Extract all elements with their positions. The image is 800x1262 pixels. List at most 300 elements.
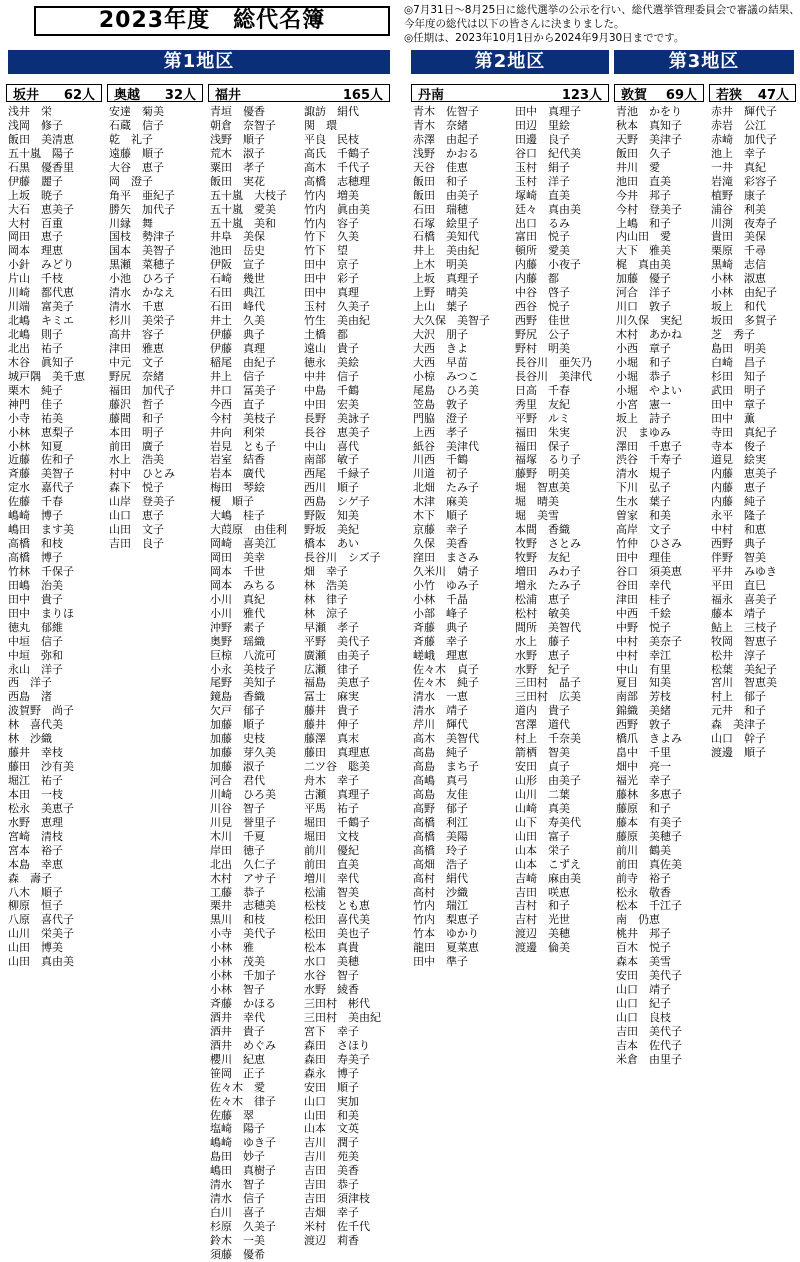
member-name: 久保 美香 — [413, 537, 468, 551]
member-list — [208, 105, 390, 1262]
member-name: 田中 章子 — [711, 397, 766, 411]
member-name: 福田 保子 — [515, 439, 570, 453]
member-name: 今村 登美子 — [616, 202, 682, 216]
member-name: 稲尾 由紀子 — [210, 355, 276, 369]
member-name: 赤井 輝代子 — [711, 105, 777, 118]
member-name: 塚崎 直美 — [515, 188, 570, 202]
member-name: 飯田 美清恵 — [8, 132, 74, 146]
member-name: 渡邊 倫美 — [515, 941, 570, 955]
member-name: 岡崎 喜美江 — [210, 537, 276, 551]
member-name: 西 洋子 — [8, 676, 52, 690]
member-name: 杉田 知子 — [711, 369, 766, 383]
member-name: 吉村 光世 — [515, 913, 570, 927]
member-name: 松永 美恵子 — [8, 801, 74, 815]
member-name: 井上 美由紀 — [413, 244, 479, 258]
member-name: 久米川 婧子 — [413, 564, 479, 578]
member-name: 尾島 ひろ美 — [413, 383, 479, 397]
group-wakasa — [709, 84, 796, 760]
member-name: 林 浩美 — [304, 578, 348, 592]
member-name: 森田 寿美子 — [304, 1052, 370, 1066]
member-name: 高橋 美陽 — [413, 829, 468, 843]
notice-line: ◎任期は、2023年10月1日から2024年9月30日までです。 — [404, 32, 685, 44]
member-name: 山田 富子 — [515, 829, 570, 843]
member-name: 嶋崎 ゆき子 — [210, 1136, 276, 1150]
member-name: 小堀 和子 — [616, 355, 671, 369]
member-name: 松葉 美紀子 — [711, 662, 777, 676]
member-name: 嵯峨 理恵 — [413, 648, 468, 662]
member-name: 道内 貴子 — [515, 704, 570, 718]
member-name: 青池 かをり — [616, 105, 682, 118]
member-name: 村上 千奈美 — [515, 732, 581, 746]
member-name: 山口 靖子 — [616, 983, 671, 997]
member-name: 城戸隅 美千恵 — [8, 369, 85, 383]
member-name: 高橋 志穂理 — [304, 174, 370, 188]
member-name: 出口 るみ — [515, 216, 570, 230]
member-name: 水野 恵子 — [515, 648, 570, 662]
member-name: 鏡島 香織 — [210, 690, 265, 704]
member-name: 岡本 千世 — [210, 564, 265, 578]
member-name: 巨椋 八流可 — [210, 648, 276, 662]
group-header — [208, 84, 390, 102]
member-name: 清水 一恵 — [413, 690, 468, 704]
group-tannan — [411, 84, 609, 969]
member-name: 安田 貞子 — [515, 760, 570, 774]
member-name: 大沢 朋子 — [413, 328, 468, 341]
member-name: 平馬 祐子 — [304, 801, 359, 815]
member-name: 加藤 淑子 — [210, 760, 265, 774]
member-name: 水上 浩美 — [109, 453, 164, 467]
group-name: 坂井 — [13, 87, 40, 103]
group-name: 福井 — [215, 87, 242, 103]
member-name: 伊藤 典子 — [210, 328, 265, 341]
member-name: 平良 民枝 — [304, 132, 359, 146]
member-name: 竹下 久美 — [304, 230, 359, 244]
member-name: 米村 佐千代 — [304, 1220, 370, 1233]
member-name: 高島 純子 — [413, 746, 468, 760]
member-name: 徳丸 郁維 — [8, 620, 63, 634]
member-name: 中元 文子 — [109, 355, 164, 369]
member-name: 野阪 知美 — [304, 509, 359, 523]
member-name: 竹本 ゆかり — [413, 927, 479, 941]
member-name: 藤沢 哲子 — [109, 397, 164, 411]
member-name: 池上 幸子 — [711, 146, 766, 160]
member-name: 山口 恵子 — [109, 509, 164, 523]
member-name: 小西 章子 — [616, 341, 671, 355]
member-name: 川西 千鶴 — [413, 453, 468, 467]
member-name: 舟木 幸子 — [304, 774, 359, 787]
member-name: 山口 良枝 — [616, 1010, 671, 1024]
member-name: 橋爪 きよみ — [616, 732, 682, 746]
member-name: 吉川 苑美 — [304, 1150, 359, 1164]
member-name: 貴田 美保 — [711, 230, 766, 244]
member-name: 赤崎 加代子 — [711, 132, 777, 146]
group-count: 165人 — [342, 87, 383, 103]
member-name: 増田 みわ子 — [515, 564, 581, 578]
member-name: 宮下 幸子 — [304, 1024, 359, 1038]
member-name: 井口 冨美子 — [210, 383, 276, 397]
member-name: 近藤 佐和子 — [8, 453, 74, 467]
member-name: 安田 美代子 — [616, 969, 682, 983]
member-name: 岸田 徳子 — [210, 843, 265, 857]
member-name: 小林 淑恵 — [711, 272, 766, 286]
member-name: 吉本 佐代子 — [616, 1038, 682, 1052]
member-name: 中垣 弥和 — [8, 648, 63, 662]
member-name: 佐藤 翠 — [210, 1108, 254, 1122]
member-name: 松本 千江子 — [616, 899, 682, 913]
member-name: 竹内 瑞江 — [413, 899, 468, 913]
member-name: 岡田 恵子 — [8, 230, 63, 244]
district-header-1: 第1地区 — [8, 50, 390, 74]
member-name: 西島 シゲ子 — [304, 495, 370, 509]
member-name: 上嶋 和子 — [616, 216, 671, 230]
member-name: 酒井 めぐみ — [210, 1038, 276, 1052]
member-name: 今西 直子 — [210, 397, 265, 411]
member-name: 清水 靖子 — [413, 704, 468, 718]
member-name: 上山 葉子 — [413, 300, 468, 314]
member-name: 松永 敬香 — [616, 885, 671, 899]
member-name: 福田 朱実 — [515, 425, 570, 439]
member-name: 安田 順子 — [304, 1080, 359, 1094]
member-name: 小川 雅代 — [210, 606, 265, 620]
member-name: 中井 信子 — [304, 369, 359, 383]
member-name: 酒井 幸代 — [210, 1010, 265, 1024]
member-name: 玉村 洋子 — [515, 174, 570, 188]
member-name: 西野 典子 — [711, 537, 766, 551]
member-name: 中谷 啓子 — [515, 286, 570, 300]
member-name: 神門 佳子 — [8, 397, 63, 411]
member-name: 内山田 愛 — [616, 230, 671, 244]
member-name: 堀江 祐子 — [8, 774, 63, 787]
member-name: 八原 喜代子 — [8, 913, 74, 927]
member-name: 中西 千絵 — [616, 606, 671, 620]
member-name: 米倉 由里子 — [616, 1052, 682, 1066]
member-name: 平井 みゆき — [711, 564, 777, 578]
member-name: 松井 淳子 — [711, 648, 766, 662]
member-name: 宮崎 清枝 — [8, 829, 63, 843]
member-name: 森 美津子 — [711, 718, 766, 732]
member-name: 石田 典江 — [210, 286, 265, 300]
member-name: 島田 明美 — [711, 341, 766, 355]
member-name: 前川 優紀 — [304, 843, 359, 857]
member-name: 夏目 知美 — [616, 676, 671, 690]
member-name: 山田 真由美 — [8, 955, 74, 969]
member-name: 飯田 由美子 — [413, 188, 479, 202]
group-fukui — [208, 84, 390, 1262]
member-name: 水谷 智子 — [304, 969, 359, 983]
member-name: 村上 郁子 — [711, 690, 766, 704]
member-name: 木下 順子 — [413, 509, 468, 523]
member-name: 朝倉 奈智子 — [210, 118, 276, 132]
member-name: 竹下 望 — [304, 244, 348, 258]
member-name: 清水 かなえ — [109, 286, 175, 300]
member-name: 斉藤 かほる — [210, 997, 276, 1010]
member-name: 岡田 美幸 — [210, 551, 265, 564]
member-name: 田中 準子 — [413, 955, 468, 969]
member-name: 藤田 真理恵 — [304, 746, 370, 760]
member-name: 栗井 志穂美 — [210, 899, 276, 913]
member-name: 玉村 久美子 — [304, 300, 370, 314]
member-name: 佐々木 貞子 — [413, 662, 479, 676]
member-name: 宮澤 道代 — [515, 718, 570, 732]
member-name: 村中 ひとみ — [109, 467, 175, 481]
member-name: 玉村 絹子 — [515, 160, 570, 174]
member-name: 小池 ひろ子 — [109, 272, 175, 286]
page-title: 2023年度 総代名簿 — [34, 6, 390, 36]
member-name: 大葭原 由佳利 — [210, 523, 287, 537]
member-name: 前川 鶴美 — [616, 843, 671, 857]
member-name: 竹林 千保子 — [8, 564, 74, 578]
member-name: 津田 雅恵 — [109, 341, 164, 355]
member-name: 須藤 優希 — [210, 1247, 265, 1261]
member-name: 清水 千恵 — [109, 300, 164, 314]
member-name: 赤澤 由起子 — [413, 132, 479, 146]
member-list — [709, 105, 796, 760]
member-name: 田邊 良子 — [515, 132, 570, 146]
member-name: 諏訪 絹代 — [304, 105, 359, 118]
member-name: 北出 久仁子 — [210, 857, 276, 871]
member-name: 高村 沙織 — [413, 885, 468, 899]
member-name: 山川 二葉 — [515, 787, 570, 801]
member-name: 野村 明美 — [515, 341, 570, 355]
member-name: 長谷 恵美子 — [304, 425, 370, 439]
member-name: 道見 絵実 — [711, 453, 766, 467]
member-name: 吉村 和子 — [515, 899, 570, 913]
member-name: 前田 廣子 — [109, 439, 164, 453]
member-name: 浅岡 修子 — [8, 118, 63, 132]
member-name: 大嶋 桂子 — [210, 509, 265, 523]
member-name: 北嶋 則子 — [8, 328, 63, 341]
member-name: 杉原 久美子 — [210, 1220, 276, 1233]
member-name: 生水 葉子 — [616, 495, 671, 509]
member-name: 小宮 憲一 — [616, 397, 671, 411]
member-name: 田中 貴子 — [8, 592, 63, 606]
group-name: 若狭 — [716, 87, 743, 103]
member-name: 内藤 純子 — [711, 495, 766, 509]
member-name: 小椋 みつこ — [413, 369, 479, 383]
member-name: 高村 絹代 — [413, 871, 468, 885]
member-name: 永平 隆子 — [711, 509, 766, 523]
member-name: 松浦 恵子 — [515, 592, 570, 606]
member-name: 松浦 智美 — [304, 885, 359, 899]
member-name: 藤本 靖子 — [711, 606, 766, 620]
member-name: 水野 恵理 — [8, 815, 63, 829]
member-name: 安達 菊美 — [109, 105, 164, 118]
member-name: 冨士 麻実 — [304, 690, 359, 704]
member-name: 一井 真紀 — [711, 160, 766, 174]
member-name: 大石 恵美子 — [8, 202, 74, 216]
member-name: 石崎 幾世 — [210, 272, 265, 286]
member-name: 高橋 玲子 — [413, 843, 468, 857]
member-name: 浅井 栄 — [8, 105, 52, 118]
member-name: 門脇 澄子 — [413, 411, 468, 425]
member-name: 箭栖 智美 — [515, 746, 570, 760]
member-name: 山本 こずえ — [515, 857, 581, 871]
member-name: 野尻 奈緒 — [109, 369, 164, 383]
member-name: 橋本 あい — [304, 537, 359, 551]
member-name: 高橋 利江 — [413, 815, 468, 829]
member-name: 小寺 美代子 — [210, 927, 276, 941]
member-name: 高島 友佳 — [413, 787, 468, 801]
member-name: 日高 千春 — [515, 383, 570, 397]
member-name: 清水 規子 — [616, 467, 671, 481]
member-name: 間所 美智代 — [515, 620, 581, 634]
member-name: 高畑 浩子 — [413, 857, 468, 871]
member-name: 天野 美津子 — [616, 132, 682, 146]
member-name: 八木 順子 — [8, 885, 63, 899]
group-count: 123人 — [561, 87, 602, 103]
member-name: 中垣 信子 — [8, 634, 63, 648]
member-name: 松本 真貴 — [304, 941, 359, 955]
member-name: 廷々 真由美 — [515, 202, 581, 216]
member-name: 山田 和美 — [304, 1108, 359, 1122]
member-name: 飯田 久子 — [616, 146, 671, 160]
member-name: 遠藤 順子 — [109, 146, 164, 160]
member-name: 川見 誉里子 — [210, 815, 276, 829]
member-name: 川端 富美子 — [8, 300, 74, 314]
member-name: 竹生 美由紀 — [304, 314, 370, 328]
group-name: 丹南 — [418, 87, 445, 103]
member-name: 福田 加代子 — [109, 383, 175, 397]
member-name: 福塚 るり子 — [515, 453, 581, 467]
member-name: 黒川 和枝 — [210, 913, 265, 927]
member-name: 林 沙織 — [8, 732, 52, 746]
member-name: 藤井 伸子 — [304, 718, 359, 732]
member-name: 梅田 琴絵 — [210, 481, 265, 495]
member-name: 高木 美智代 — [413, 732, 479, 746]
district-header-2: 第2地区 — [411, 50, 609, 74]
member-name: 勝矢 加代子 — [109, 202, 175, 216]
member-name: 福光 幸子 — [616, 774, 671, 787]
member-name: 浦谷 利美 — [711, 202, 766, 216]
member-name: 田中 真理子 — [515, 105, 581, 118]
member-name: 長谷川 亜矢乃 — [515, 355, 592, 369]
member-name: 水野 綾香 — [304, 983, 359, 997]
group-tsuruga — [614, 84, 704, 1067]
member-name: 河合 洋子 — [616, 286, 671, 300]
member-name: 坂上 和代 — [711, 300, 766, 314]
member-name: 石蔵 信子 — [109, 118, 164, 132]
member-name: 小林 智子 — [210, 983, 265, 997]
member-name: 南部 芳枝 — [616, 690, 671, 704]
member-name: 芹川 輝代 — [413, 718, 468, 732]
member-name: 今井 邦子 — [616, 188, 671, 202]
member-name: 松田 美也子 — [304, 927, 370, 941]
member-name: 吉畑 幸子 — [304, 1206, 359, 1220]
member-name: 佐藤 千春 — [8, 495, 63, 509]
member-name: 畑 幸子 — [304, 564, 348, 578]
member-name: 山田 文子 — [109, 523, 164, 537]
member-name: 林 涼子 — [304, 606, 348, 620]
member-name: 川久保 実紀 — [616, 314, 682, 328]
member-name: 野尻 公子 — [515, 328, 570, 341]
member-name: 川渕 夜寿子 — [711, 216, 777, 230]
member-name: 高嶋 真弓 — [413, 774, 468, 787]
member-name: 川崎 都代恵 — [8, 286, 74, 300]
member-name: 森永 博子 — [304, 1066, 359, 1080]
member-name: 吉田 美香 — [304, 1164, 359, 1178]
member-name: 古瀬 真理子 — [304, 787, 370, 801]
member-name: 今村 美枝子 — [210, 411, 276, 425]
member-name: 渡辺 莉香 — [304, 1233, 359, 1247]
group-header — [709, 84, 796, 102]
member-name: 伊阪 宣子 — [210, 258, 265, 272]
member-name: 国枝 勢津子 — [109, 230, 175, 244]
member-name: 津田 桂子 — [616, 592, 671, 606]
member-name: 大西 きよ — [413, 341, 468, 355]
member-name: 広瀬 律子 — [304, 662, 359, 676]
member-name: 佐々木 律子 — [210, 1094, 276, 1108]
member-name: 五十嵐 美和 — [210, 216, 276, 230]
member-name: 石田 瑞穂 — [413, 202, 468, 216]
member-name: 中山 喜代 — [304, 439, 359, 453]
member-name: 小林 千晶 — [413, 592, 468, 606]
member-name: 吉崎 麻由美 — [515, 871, 581, 885]
member-name: 河合 君代 — [210, 774, 265, 787]
member-name: 小永 美枝子 — [210, 662, 276, 676]
member-name: 黒瀬 菜穂子 — [109, 258, 175, 272]
member-list — [6, 105, 102, 969]
group-count: 69人 — [665, 87, 697, 103]
member-name: 内藤 恵子 — [711, 481, 766, 495]
member-name: 中村 和恵 — [711, 523, 766, 537]
member-name: 下川 弘子 — [616, 481, 671, 495]
group-header — [107, 84, 203, 102]
member-name: 鮎上 三枝子 — [711, 620, 777, 634]
member-name: 岡本 理恵 — [8, 244, 63, 258]
member-name: 岩見 とも子 — [210, 439, 276, 453]
member-name: 増永 たみ子 — [515, 578, 581, 592]
member-name: 小堀 やよい — [616, 383, 682, 397]
member-name: 堀 智恵美 — [515, 481, 570, 495]
member-name: 石橋 美知代 — [413, 230, 479, 244]
member-name: 京藤 幸子 — [413, 523, 468, 537]
member-name: 斉藤 美智子 — [8, 467, 74, 481]
member-name: 荒木 淑子 — [210, 146, 265, 160]
member-name: 谷田 幸代 — [616, 578, 671, 592]
member-name: 小針 みどり — [8, 258, 74, 272]
member-name: 藤澤 真末 — [304, 732, 359, 746]
group-count: 32人 — [164, 87, 196, 103]
member-name: 元井 和子 — [711, 704, 766, 718]
member-name: 上西 孝子 — [413, 425, 468, 439]
member-name: 高野 郁子 — [413, 801, 468, 815]
member-name: 山口 実加 — [304, 1094, 359, 1108]
member-name: 吉田 須津枝 — [304, 1192, 370, 1206]
member-name: 高木 千代子 — [304, 160, 370, 174]
member-name: 田中 理佳 — [616, 551, 671, 564]
member-name: 嶋田 真樹子 — [210, 1164, 276, 1178]
member-name: 山川 栄美子 — [8, 927, 74, 941]
member-name: 小竹 ゆみ子 — [413, 578, 479, 592]
member-name: 竹仲 ひさみ — [616, 537, 682, 551]
member-name: 浅野 かおる — [413, 146, 479, 160]
member-name: 牧岡 智恵子 — [711, 634, 777, 648]
member-name: 西谷 悦子 — [515, 300, 570, 314]
member-name: 上木 明美 — [413, 258, 468, 272]
member-name: 岩滝 彩容子 — [711, 174, 777, 188]
group-name: 奥越 — [114, 87, 141, 103]
member-name: 野坂 美紀 — [304, 523, 359, 537]
member-name: 小川 真紀 — [210, 592, 265, 606]
member-name: 山下 寿美代 — [515, 815, 581, 829]
member-name: 西島 渚 — [8, 690, 52, 704]
member-name: 堀田 文枝 — [304, 829, 359, 843]
member-name: 小林 恵梨子 — [8, 425, 74, 439]
member-name: 青垣 優香 — [210, 105, 265, 118]
member-name: 栗原 千尋 — [711, 244, 766, 258]
member-name: 平田 直巳 — [711, 578, 766, 592]
member-name: 寺本 俊子 — [711, 439, 766, 453]
